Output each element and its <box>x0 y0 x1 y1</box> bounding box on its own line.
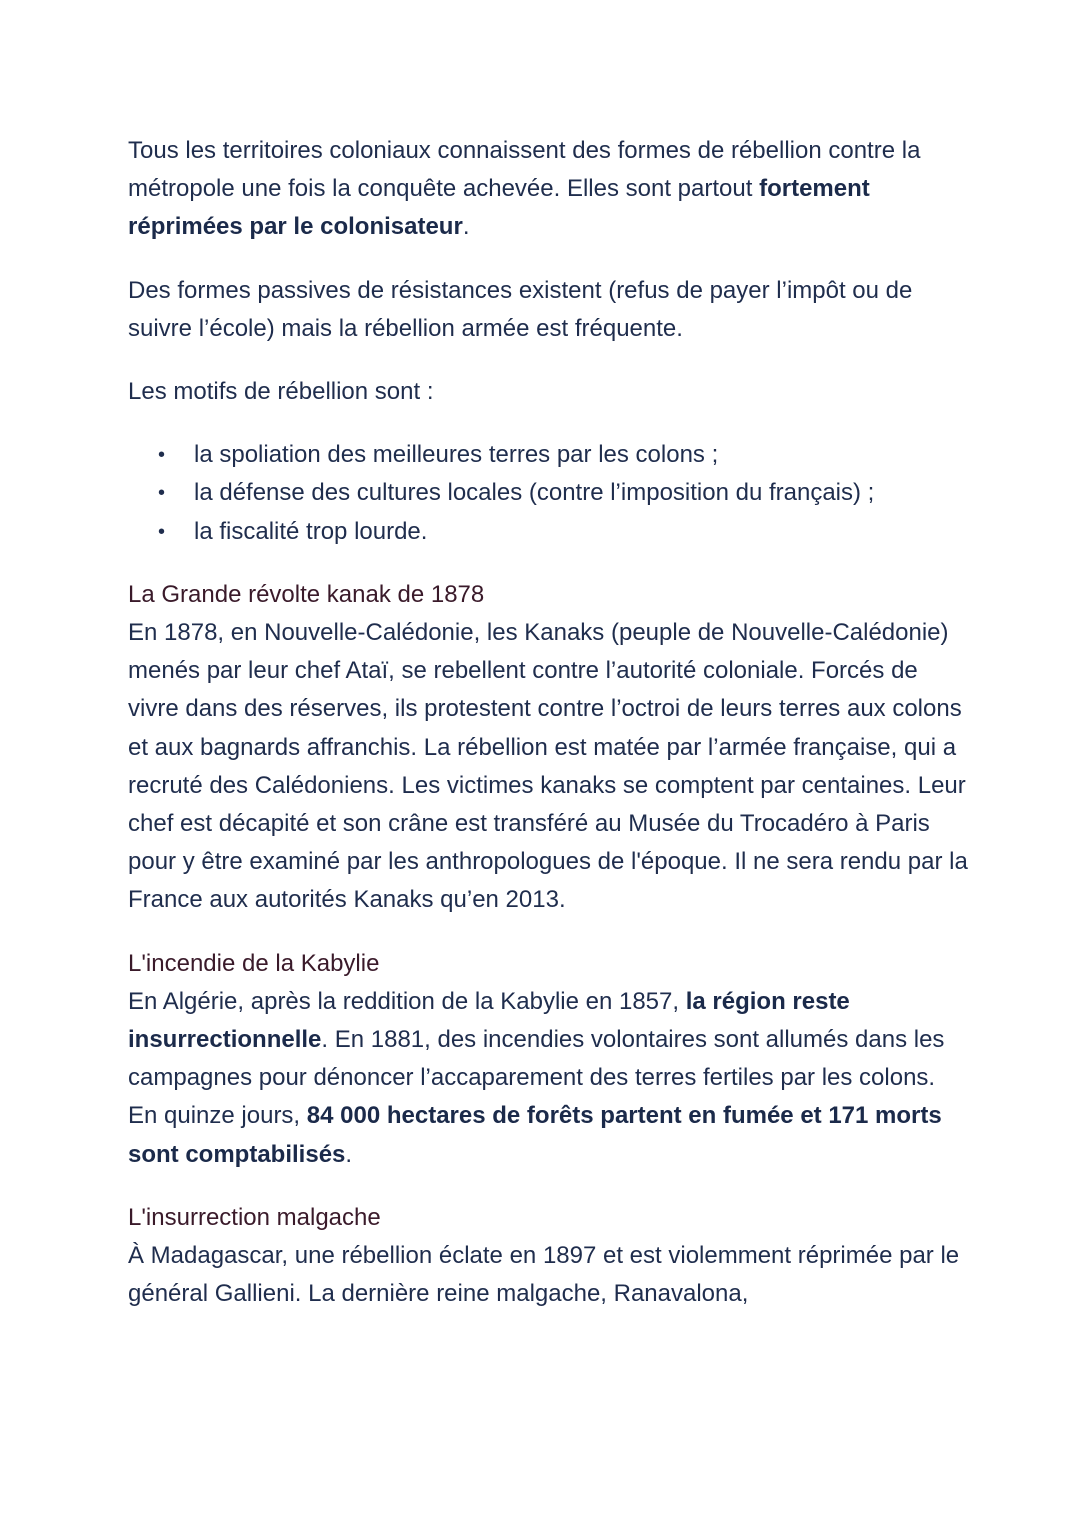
bullet-icon: • <box>158 482 166 505</box>
section-kabylie <box>128 945 968 1174</box>
kabylie-text-1: En Algérie, après la reddition de la Kabylie en 1857, <box>128 987 686 1015</box>
list-item <box>128 436 968 474</box>
section-body-malgache: À Madagascar, une rébellion éclate en 1897 et est violemment réprimée par le général Gallieni. La dernière reine malgache, Ranavalona, <box>128 1242 960 1308</box>
motifs-intro: Les motifs de rébellion sont : <box>128 378 434 406</box>
list-item-text: la fiscalité trop lourde. <box>194 517 428 545</box>
section-heading-kanak: La Grande révolte kanak de 1878 <box>128 580 485 608</box>
document-page <box>128 132 968 1338</box>
intro-text-end: . <box>462 213 470 241</box>
section-kanak <box>128 576 968 920</box>
bullet-icon: • <box>158 444 166 467</box>
section-body-kabylie <box>128 983 968 1174</box>
section-heading-kabylie: L'incendie de la Kabylie <box>128 949 380 977</box>
list-item-text: la spoliation des meilleures terres par les colons ; <box>194 441 719 469</box>
list-item <box>128 513 968 551</box>
kabylie-emphasis-1: la région reste insurrectionnelle <box>128 987 850 1054</box>
bullet-icon: • <box>158 520 166 543</box>
section-body-kanak: En 1878, en Nouvelle-Calédonie, les Kanaks (peuple de Nouvelle-Calédonie) menés par leur chef Ataï, se rebellent contre l’autorité coloniale. Forcés de vivre dans des réserves, ils protestent contre l’octroi de leurs terres aux colons et aux bagnards affranchis. La rébellion est matée par l’armée française, qui a recruté des Calédoniens. Les victimes kanaks se comptent par centaines. Leur chef est décapité et son crâne est transféré au Musée du Trocadéro à Paris pour y être examiné par les anthropologues de l'époque. Il ne sera rendu par la France aux autorités Kanaks qu’en 2013. <box>128 619 968 914</box>
intro-paragraph <box>128 132 968 247</box>
section-malgache <box>128 1199 968 1314</box>
intro-emphasis: fortement réprimées par le colonisateur <box>128 175 870 241</box>
list-item-text: la défense des cultures locales (contre l’imposition du français) ; <box>194 479 875 507</box>
intro-text-1: Tous les territoires coloniaux connaissent des formes de rébellion contre la métropole une fois la conquête achevée. Elles sont partout <box>128 137 921 203</box>
kabylie-text-2: . En 1881, des incendies volontaires sont allumés dans les campagnes pour dénoncer l’accaparement des terres fertiles par les colons. En quinze jours, <box>128 1026 945 1130</box>
section-heading-malgache: L'insurrection malgache <box>128 1203 381 1231</box>
kabylie-emphasis-2: 84 000 hectares de forêts partent en fumée et 171 morts sont comptabilisés <box>128 1102 942 1168</box>
resistance-paragraph: Des formes passives de résistances existent (refus de payer l’impôt ou de suivre l’école) mais la rébellion armée est fréquente. <box>128 276 913 342</box>
kabylie-text-end: . <box>345 1140 353 1168</box>
list-item <box>128 474 968 512</box>
motifs-list <box>128 436 968 551</box>
